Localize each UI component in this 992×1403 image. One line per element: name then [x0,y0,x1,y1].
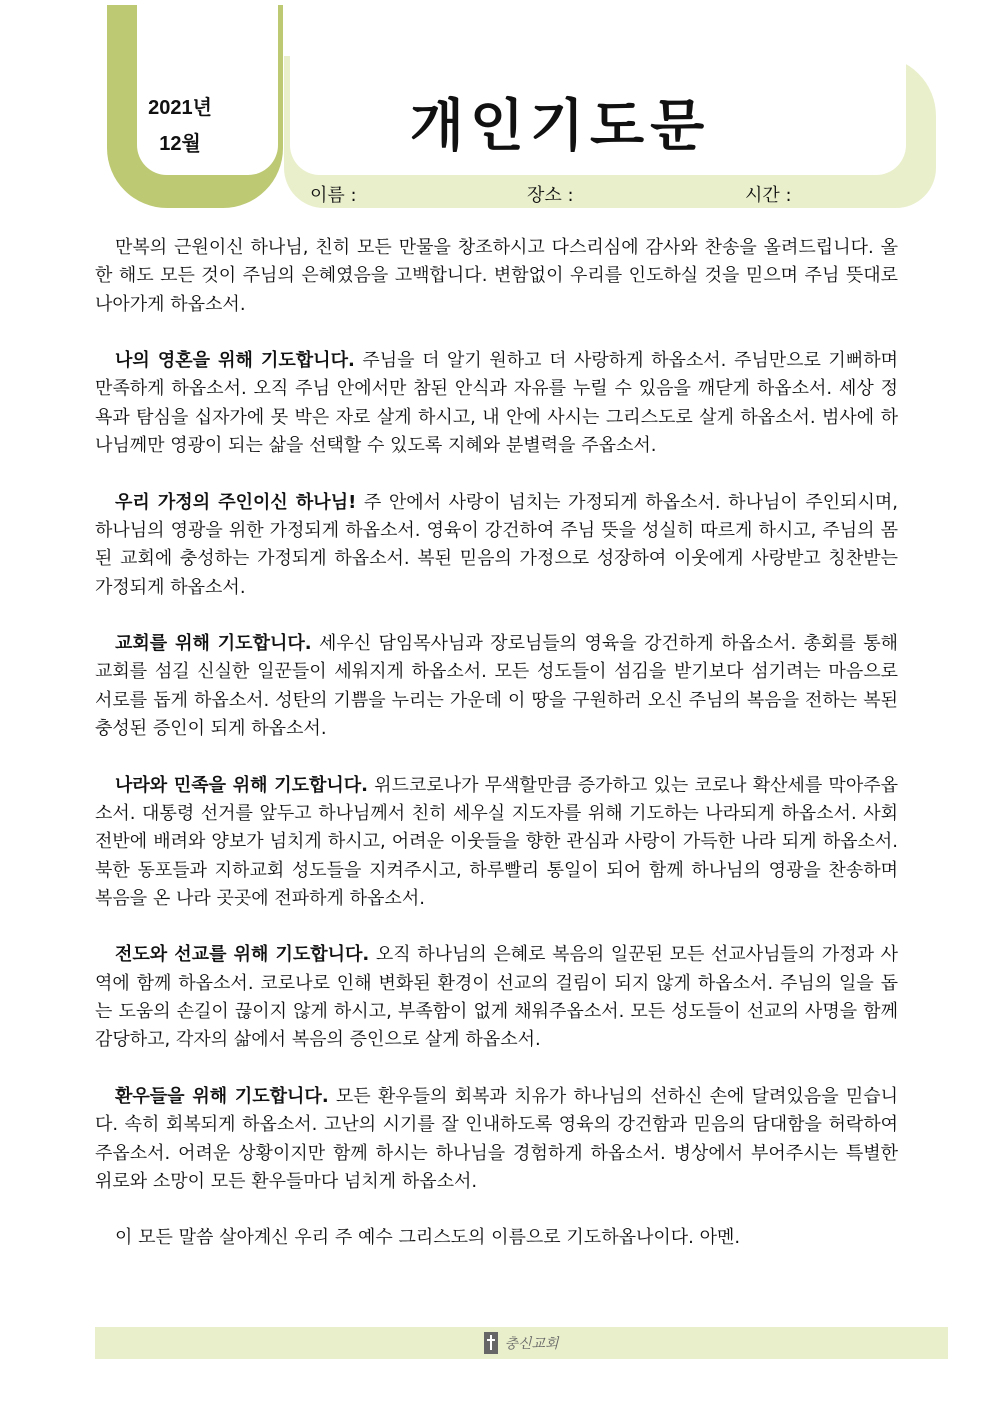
year: 2021년 [148,97,212,119]
paragraph-patients: 환우들을 위해 기도합니다. 모든 환우들의 회복과 치유가 하나님의 선하신 손에 달려있음을 믿습니다. 속히 회복되게 하옵소서. 고난의 시기를 잘 인내하도록 영육의 강건함과 믿음의 담대함을 허락하여 주옵소서. 어려운 상황이지만 함께 하시는 하나님을 경험하게 하옵소서. 병상에서 부어주시는 특별한 위로와 소망이 모든 환우들마다 넘치게 하옵소서. [95,1085,899,1192]
name-field: 이름 : [310,185,357,206]
paragraph-closing: 이 모든 말씀 살아계신 우리 주 예수 그리스도의 이름으로 기도하옵나이다. 아멘. [115,1227,741,1249]
time-field: 시간 : [745,185,792,206]
paragraph-intro: 만복의 근원이신 하나님, 친히 모든 만물을 창조하시고 다스리심에 감사와 찬송을 올려드립니다. 올 한 해도 모든 것이 주님의 은혜였음을 고백합니다. 변함없이 우리를 인도하실 것을 믿으며 주님 뜻대로 나아가게 하옵소서. [95,237,898,315]
paragraph-mission: 전도와 선교를 위해 기도합니다. 오직 하나님의 은혜로 복음의 일꾼된 모든 선교사님들의 가정과 사역에 함께 하옵소서. 코로나로 인해 변화된 환경이 선교의 걸림이 되지 않게 하옵소서. 주님의 일을 돕는 도움의 손길이 끊이지 않게 하시고, 부족함이 없게 채워주옵소서. 모든 성도들이 선교의 사명을 함께 감당하고, 각자의 삶에서 복음의 증인으로 살게 하옵소서. [95,944,899,1051]
date-label [140,90,220,162]
place-field: 장소 : [527,185,574,206]
prayer-body [95,234,898,1281]
paragraph-family: 우리 가정의 주인이신 하나님! 주 안에서 사랑이 넘치는 가정되게 하옵소서. 하나님이 주인되시며, 하나님의 영광을 위한 가정되게 하옵소서. 영육이 강건하여 주님 뜻을 성실히 따르게 하시고, 주님의 몸된 교회에 충성하는 가정되게 하옵소서. 복된 믿음의 가정으로 성장하여 이웃에게 사랑받고 칭찬받는 가정되게 하옵소서. [95,491,898,598]
paragraph-nation: 나라와 민족을 위해 기도합니다. 위드코로나가 무색할만큼 증가하고 있는 코로나 확산세를 막아주옵소서. 대통령 선거를 앞두고 하나님께서 친히 세우실 지도자를 위해 기도하는 나라되게 하옵소서. 사회 전반에 배려와 양보가 넘치게 하시고, 어려운 이웃들을 향한 관심과 사랑이 가득한 나라 되게 하옵소서. 북한 동포들과 지하교회 성도들을 지켜주시고, 하루빨리 통일이 되어 함께 하나님의 영광을 찬송하며 복음을 온 나라 곳곳에 전파하게 하옵소서. [95,774,898,909]
paragraph-church: 교회를 위해 기도합니다. 세우신 담임목사님과 장로님들의 영육을 강건하게 하옵소서. 총회를 통해 교회를 섬길 신실한 일꾼들이 세워지게 하옵소서. 모든 성도들이 섬김을 받기보다 섬기려는 마음으로 서로를 돕게 하옵소서. 성탄의 기쁨을 누리는 가운데 이 땅을 구원하러 오신 주님의 복음을 전하는 복된 충성된 증인이 되게 하옵소서. [95,633,898,740]
footer-bar [95,1327,948,1359]
church-logo: 충신교회 [504,1336,559,1352]
paragraph-soul: 나의 영혼을 위해 기도합니다. 주님을 더 알기 원하고 더 사랑하게 하옵소서. 주님만으로 기뻐하며 만족하게 하옵소서. 오직 주님 안에서만 참된 안식과 자유를 누릴 수 있음을 깨닫게 하옵소서. 세상 정욕과 탐심을 십자가에 못 박은 자로 살게 하시고, 내 안에 사시는 그리스도로 살게 하옵소서. 범사에 하나님께만 영광이 되는 삶을 선택할 수 있도록 지혜와 분별력을 주옵소서. [95,350,898,457]
church-cross-icon [484,1332,498,1354]
month: 12월 [159,133,201,155]
page-title: 개인기도문 [409,94,711,159]
